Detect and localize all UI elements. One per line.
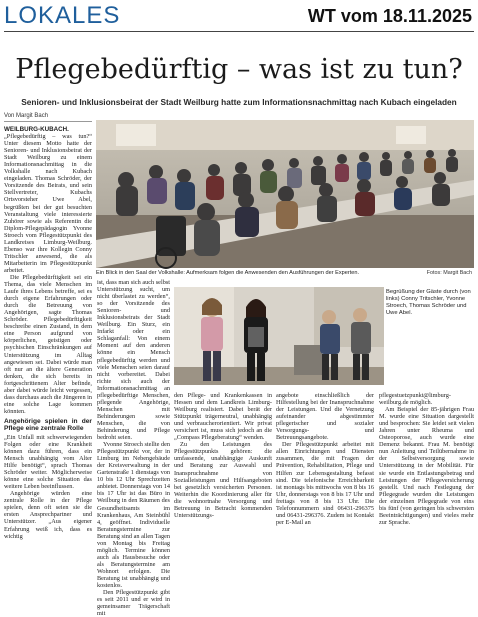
header-rule	[4, 31, 474, 32]
paragraph: Angehörige würden eine zentrale Rolle in der Pflege spielen, denn oft seien sie die ersten Ansprechpartner und Unterstützer. „Aus eigener Erfahrung weiß ich, dass es wichtig	[4, 490, 92, 540]
intertitle: Angehörige spielen in der Pflege eine zentrale Rolle	[4, 417, 92, 433]
paragraph: Der Pflegestützpunkt arbeitet mit allen Einrichtungen und Diensten zusammen, die mit Fragen der Prävention, Rehabilitation, Pflege und Hilfen zur Lebensgestaltung befasst sind. Die telefonische Erreichbarkeit ist montags bis mittwochs von 8 bis 16 Uhr, donnerstags von 8 bis 17 Uhr und freitags von 8 bis 13 Uhr. Die Telefonnummern sind 06431-296375 und 06431-296376. Zudem ist Kontakt per E-Mail an	[276, 441, 374, 526]
headline: Pflegebedürftig – was ist zu tun?	[15, 54, 463, 85]
audience-photo	[96, 120, 474, 268]
paragraph: „Pflegebedürftig – was tun?“ Unter diesem Motto hatte der Senioren- und Inklusionsbeirat der Stadt Weilburg zu einem Informationsnachmittag in die Volkshalle nach Kubach eingeladen. Thomas Schröder, der Vorsitzende des Beirats, und sein Stellvertreter, Kubachs Ortsvorsteher Uwe Abel, begrüßten bei der gut besuchten Veranstaltung viele interessierte Zuhörer sowie als Referentin die Diplom-Pflegepädagogin Yvonne Stroech vom Pflegestützpunkt des Landkreises Limburg-Weilburg. Ebenso war ihre Kollegin Conny Tritschler anwesend, die als Mitarbeiterin im Pflegestützpunkt arbeitet.	[4, 133, 92, 274]
speakers-photo	[174, 287, 384, 385]
byline-rule	[4, 121, 92, 122]
dateline: WEILBURG-KUBACH.	[4, 126, 69, 133]
photo1-caption: Ein Blick in den Saal der Volkshalle: Aufmerksam folgen die Anwesenden den Ausführungen der Experten.	[96, 270, 360, 276]
article-column-2	[97, 279, 170, 617]
audience-photo-illustration	[96, 120, 474, 268]
paragraph: Yvonne Stroech stellte den Pflegestützpunkt vor, der in Limburg im Nebengebäude der Kreisverwaltung in der Gartenstraße 1 dienstags von 10 bis 12 Uhr Sprechzeiten anbietet. Donnerstags von 14 bis 17 Uhr ist das Büro in Weilburg in den Räumen des Gesundheitsamts im Krankenhaus, Am Steinbühl 4, geöffnet. Individuelle Beratungstermine zur Beratung sind an allen Tagen von Montag bis Freitag möglich. Termine können auch als Hausbesuche oder als Beratungstermine am Wohnort erfolgen. Die Beratung ist unabhängig und kostenlos.	[97, 441, 170, 590]
subheadline: Senioren- und Inklusionsbeirat der Stadt Weilburg hatte zum Informationsnachmittag nach Kubach eingeladen	[21, 97, 457, 107]
edition-date: WT vom 18.11.2025	[307, 6, 472, 26]
article-column-4	[276, 392, 374, 598]
article-column-5	[379, 392, 474, 598]
article-column-3	[174, 392, 272, 598]
paragraph: den Pflege- und Krankenkassen in Hessen und dem Landkreis Limburg-Weilburg realisiert. Dabei berät der Stützpunkt trägerneutral, unabhängig und verbraucherorientiert. Wir privat versichert ist, muss sich jedoch an die „Compass Pflegeberatung“ wenden.	[174, 392, 272, 442]
paragraph: „Ein Unfall mit schwerwiegenden Folgen oder eine Krankheit können dazu führen, dass ein Mensch unabhängig vom Alter Hilfe benötigt“, sprach Thomas Schröder weiter. Möglicherweise könne eine solche Situation das weitere Leben beeinflussen.	[4, 433, 92, 491]
paragraph: Am Beispiel der 85-jährigen Frau M. wurde eine Situation dargestellt und besprochen: Sie leidet seit vielen Jahren unter Rheuma und Osteoporose, auch wurde eine Demenz bekannt. Frau M. benötigt nun Anleitung und Teilübernahme in der Selbstversorgung sowie Unterstützung in der Mobilität. Für sie wurde ein Entlastungsbetrag und Leistungen der Pflegeversicherung gestellt. Und nach Festlegung der Pflegegrade wurden die Leistungen der einzelnen Pflegegrade von eins bis fünf (von geringen bis schwersten Beeinträchtigungen) und vieles mehr zur Sprache.	[379, 406, 474, 526]
article-column-1	[4, 126, 92, 598]
page-header	[0, 0, 478, 30]
speakers-photo-illustration	[174, 287, 384, 385]
byline: Von Margit Bach	[4, 113, 49, 119]
paragraph: angebote einschließlich der Hilfestellung bei der Inanspruchnahme der Leistungen. Und die Vernetzung aufeinander abgestimmter pflegerischer und sozialer Versorgungs- und Betreuungsangebote.	[276, 392, 374, 442]
photo2-caption: Begrüßung der Gäste durch (von links) Conny Tritschler, Yvonne Stroech, Thomas Schröder und Uwe Abel.	[386, 289, 471, 316]
paragraph: Den Pflegestützpunkt gibt es seit 2011 und er wird in gemeinsamer Trägerschaft mit	[97, 589, 170, 617]
photo-credit: Fotos: Margit Bach	[426, 270, 472, 276]
paragraph: pflegestuetzpunkt@limburg-weilburg.de möglich.	[379, 392, 451, 407]
section-title: LOKALES	[4, 2, 121, 29]
paragraph: Zu den Leistungen des Pflegestützpunkts gehören: die umfassende, unabhängige Auskunft und Beratung zur Auswahl und Inanspruchnahme von Sozialleistungen und Hilfsangeboten bei gesetzlich versicherten Personen. Weiterhin die Koordinierung aller für die wohnortnahe Versorgung und Betreuung in Betracht kommenden Unterstützungs-	[174, 441, 272, 519]
paragraph: Die Pflegebedürftigkeit sei ein Thema, das viele Menschen im Laufe ihres Lebens betreffe, sei es durch eigene Erfahrungen oder durch die Betreuung von Angehörigen, sagte Thomas Schröder. Pflegebedürftigkeit beschreibe einen Zustand, in dem eine Person aufgrund von körperlichen, geistigen oder psychischen Einschränkungen auf Unterstützung im Alltag angewiesen sei. Dabei würde man oft nur an die ältere Generation denken, die sich bereits in fortgeschrittenem Alter befinde, aber dabei würde leicht vergessen, dass durchaus auch die Jüngeren in eine solche Lage kommen könnten.	[4, 273, 92, 415]
paragraph: ist, dass man sich auch selbst Unterstützung sucht, um nicht überlastet zu werden“, so der Vorsitzende des Senioren- und Inklusionsbeirats der Stadt Weilburg. Ein Sturz, ein Infarkt oder ein Schlaganfall: Von einem Moment auf den anderen könne ein Mensch pflegebedürftig werden und viele Menschen seien darauf nicht vorbereitet. Dabei richte sich auch der Informationsnachmittag an pflegebedürftige Menschen, pflegende Angehörige, Menschen mit Behinderungen sowie Menschen, die von Behinderung und Pflege bedroht seien.	[97, 279, 170, 442]
